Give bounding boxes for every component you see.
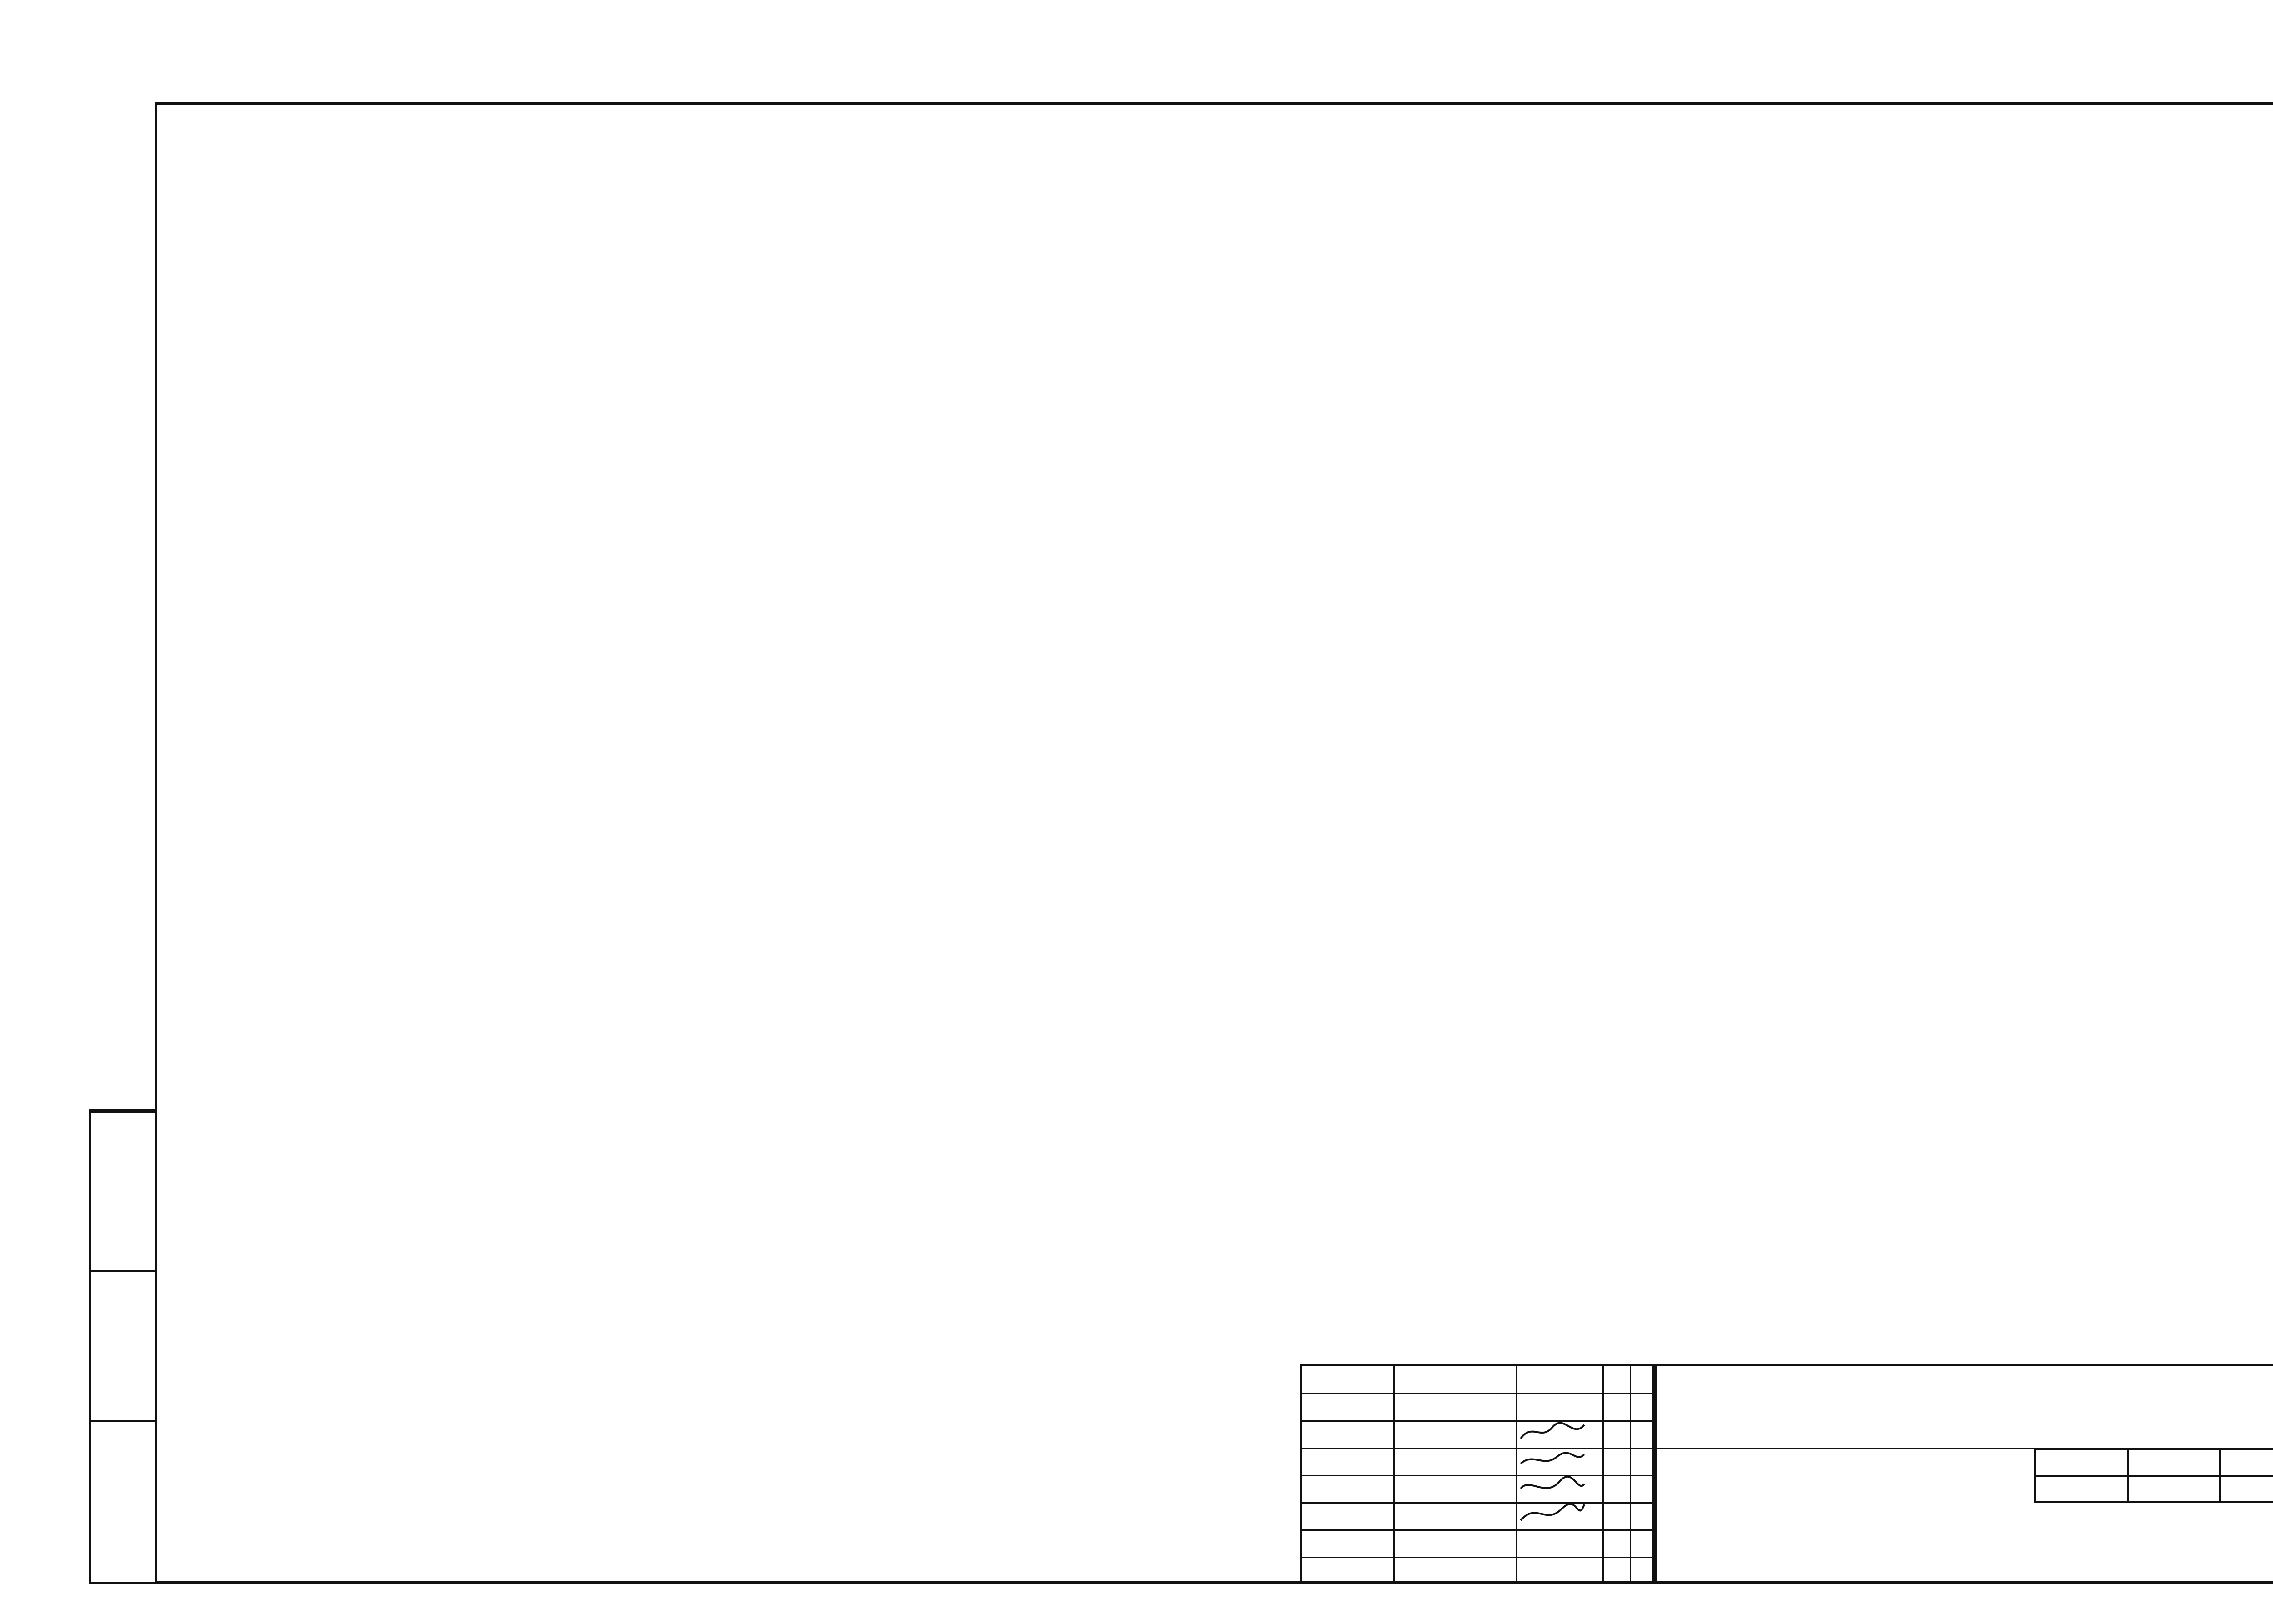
signature-icon xyxy=(1518,1502,1587,1525)
signature-icon xyxy=(1518,1448,1587,1470)
sidebar-cell xyxy=(91,1111,155,1272)
sidebar-cell xyxy=(91,1420,155,1586)
sheets-value xyxy=(2220,1476,2273,1502)
sheet-label xyxy=(2128,1449,2221,1476)
sheets-label xyxy=(2220,1449,2273,1476)
signature-grid xyxy=(1300,1364,1655,1584)
sheet-info-table xyxy=(2034,1449,2273,1503)
signature-icon xyxy=(1518,1420,1587,1443)
stage-value xyxy=(2035,1476,2128,1502)
stage-label xyxy=(2035,1449,2128,1476)
sidebar-cell xyxy=(91,1270,155,1422)
sidebar-stamp xyxy=(89,1109,155,1584)
drawing-frame xyxy=(155,102,2273,1584)
signature-icon xyxy=(1518,1475,1587,1498)
sheet-value xyxy=(2128,1476,2221,1502)
